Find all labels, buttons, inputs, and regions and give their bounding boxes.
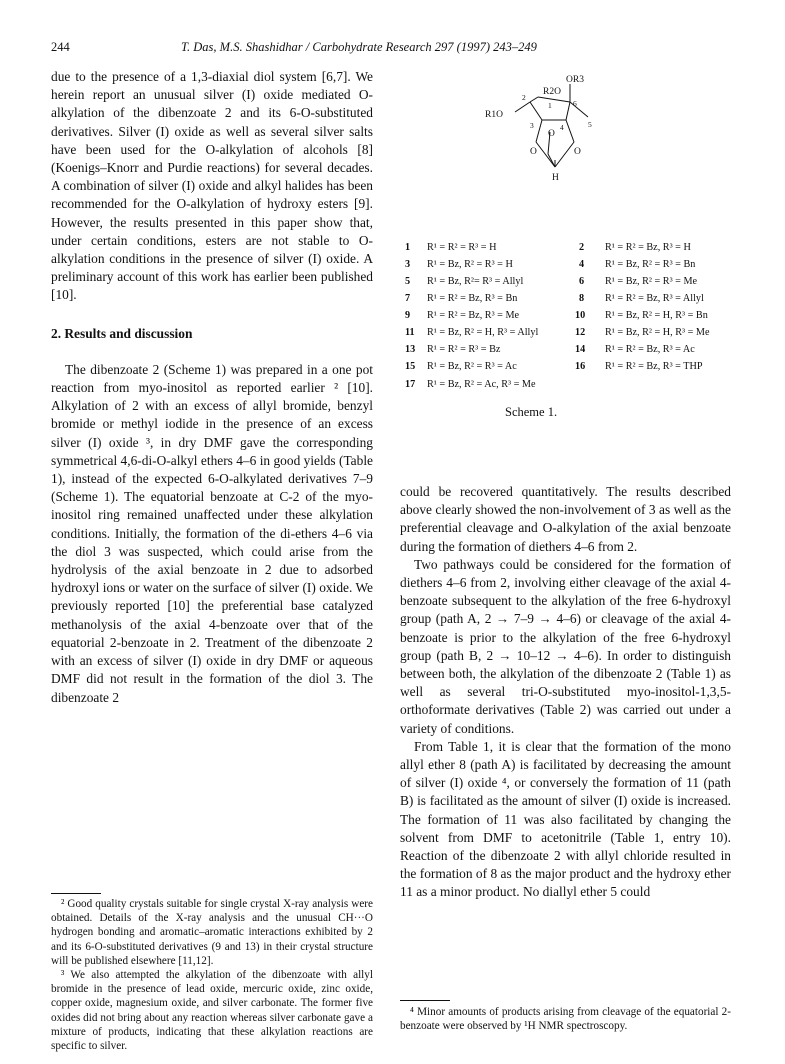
right-paragraph-3: From Table 1, it is clear that the formation of the mono allyl ether 8 (path A) is facilitated by decreasing the amount of silver (I) oxide ⁴, or conversely the formation of 11 (path B) is facilitated as the amount of silver (I) oxide is increased. The formation of 11 was also facilitated by changing the solvent from DMF to acetonitrile (Table 1, entry 10). Reaction of the dibenzoate 2 with allyl chloride resulted in the formation of 8 as the major product and the hydroxy ether 11 as a minor product. No diallyl ether 5 could <box>400 738 731 900</box>
compound-number: 3 <box>405 259 411 270</box>
compound-number: 1 <box>405 242 411 253</box>
position-6-label: 6 <box>573 99 577 108</box>
oxygen-label: O <box>574 147 581 157</box>
right-column <box>400 483 731 902</box>
compound-number: 9 <box>405 310 411 321</box>
footnote-rule-left <box>51 893 101 894</box>
footnotes-right <box>400 1005 731 1033</box>
compound-description: R¹ = Bz, R² = R³ = Me <box>605 276 698 287</box>
position-3-label: 3 <box>530 121 534 130</box>
oxygen-label: O <box>530 147 537 157</box>
compound-description: R¹ = R² = Bz, R³ = H <box>605 242 691 253</box>
compound-description: R¹ = Bz, R² = H, R³ = Me <box>605 327 710 338</box>
compound-number: 4 <box>579 259 585 270</box>
compound-description: R¹ = R² = Bz, R³ = THP <box>605 361 703 372</box>
compound-number: 10 <box>575 310 586 321</box>
footnotes-left <box>51 897 373 1053</box>
position-1-label: 1 <box>548 101 552 110</box>
page-number: 244 <box>51 40 70 54</box>
compound-description: R¹ = R² = R³ = Bz <box>427 344 501 355</box>
compound-number: 11 <box>405 327 415 338</box>
or3-label: OR3 <box>566 75 584 85</box>
section-heading: 2. Results and discussion <box>51 325 193 341</box>
compound-number: 2 <box>579 242 585 253</box>
position-2-label: 2 <box>522 93 526 102</box>
compound-number: 14 <box>575 344 586 355</box>
r2o-label: R2O <box>543 87 561 97</box>
compound-description: R¹ = Bz, R² = Ac, R³ = Me <box>427 379 536 390</box>
compound-number: 17 <box>405 379 416 390</box>
oxygen-label: O <box>548 129 555 139</box>
footnote-4: ⁴ Minor amounts of products arising from cleavage of the equatorial 2-benzoate were observed by ¹H NMR spectroscopy. <box>400 1006 731 1033</box>
compound-number: 16 <box>575 361 586 372</box>
compound-description: R¹ = R² = Bz, R³ = Allyl <box>605 293 704 304</box>
compound-description: R¹ = Bz, R² = H, R³ = Bn <box>605 310 708 321</box>
compound-number: 6 <box>579 276 585 287</box>
compound-description: R¹ = Bz, R²= R³ = Allyl <box>427 276 524 287</box>
footnote-2: ² Good quality crystals suitable for single crystal X-ray analysis were obtained. Details of the X-ray analysis and the unusual CH···O hydrogen bonding and aromatic–aromatic interactions exhibited by 2 and its 6-O-substituted derivatives (9 and 13) in their crystal structure will be published elsewhere [11,12]. <box>51 898 373 967</box>
left-column <box>51 68 373 707</box>
compound-number: 13 <box>405 344 416 355</box>
scheme-structure-diagram <box>470 72 620 192</box>
compound-number: 8 <box>579 293 585 304</box>
right-paragraph-2: Two pathways could be considered for the formation of diethers 4–6 from 2, involving either cleavage of the axial 4-benzoate subsequent to the alkylation of the free 6-hydroxyl group (path A, 2 → 7–9 → 4–6) or cleavage of the axial 4-benzoate is prior to the alkylation of the free 6-hydroxyl group (path B, 2 → 10–12 → 4–6). In order to distinguish between both, the alkylation of the dibenzoate 2 (Table 1) as well as several tri-O-substituted myo-inositol-1,3,5-orthoformate derivatives (Table 2) was carried out under a variety of conditions. <box>400 556 731 736</box>
compound-description: R¹ = Bz, R² = R³ = H <box>427 259 513 270</box>
compound-row <box>405 379 605 393</box>
compound-list <box>405 242 745 377</box>
position-5-label: 5 <box>588 120 592 129</box>
compound-number: 15 <box>405 361 416 372</box>
compound-description: R¹ = Bz, R² = R³ = Bn <box>605 259 696 270</box>
footnote-rule-right <box>400 1000 450 1001</box>
compound-description: R¹ = Bz, R² = H, R³ = Allyl <box>427 327 539 338</box>
r1o-label: R1O <box>485 110 503 120</box>
footnote-3: ³ We also attempted the alkylation of the dibenzoate with allyl bromide in the presence of lead oxide, mercuric oxide, zinc oxide, copper oxide, magnesium oxide, and silver carbonate. The former five oxides did not bring about any reaction whereas silver carbonate gave a mixture of products, indicating that these alkylation reactions are specific to silver. <box>51 969 373 1053</box>
compound-number: 5 <box>405 276 411 287</box>
compound-description: R¹ = R² = Bz, R³ = Ac <box>605 344 695 355</box>
position-4-label: 4 <box>560 123 564 132</box>
hydrogen-label: H <box>552 173 559 183</box>
compound-number: 7 <box>405 293 411 304</box>
right-paragraph-1: could be recovered quantitatively. The results described above clearly showed the non-involvement of 3 as well as the preferential cleavage and O-alkylation of the axial benzoate during the formation of diethers 4–6 from 2. <box>400 484 731 554</box>
intro-paragraph: due to the presence of a 1,3-diaxial diol system [6,7]. We herein report an unusual silver (I) oxide mediated O-alkylation of the dibenzoate 2 and its 6-O-substituted derivatives. Silver (I) oxide as well as several silver salts have been used for the O-alkylation of alcohols [8] (Koenigs–Knorr and Purdie reactions) for several decades. A combination of silver (I) oxide and alkyl halides has been recommended for the O-alkylation of hydroxy esters [9]. However, the results presented in this paper show that, under certain conditions, esters are not stable to O-alkylation conditions in the presence of silver (I) oxide. A preliminary account of this work has earlier been published [10]. <box>51 69 373 303</box>
compound-description: R¹ = Bz, R² = R³ = Ac <box>427 361 517 372</box>
compound-description: R¹ = R² = Bz, R³ = Me <box>427 310 520 321</box>
compound-description: R¹ = R² = R³ = H <box>427 242 497 253</box>
compound-description: R¹ = R² = Bz, R³ = Bn <box>427 293 518 304</box>
compound-number: 12 <box>575 327 586 338</box>
scheme-caption: Scheme 1. <box>505 405 558 419</box>
running-head: T. Das, M.S. Shashidhar / Carbohydrate Research 297 (1997) 243–249 <box>181 40 537 54</box>
results-paragraph: The dibenzoate 2 (Scheme 1) was prepared in a one pot reaction from myo-inositol as reported earlier ² [10]. Alkylation of 2 with an excess of allyl bromide, benzyl bromide or methyl iodide in the presence of an excess silver (I) oxide ³, in dry DMF gave the corresponding symmetrical 4,6-di-O-alkyl ethers 4–6 in good yields (Table 1), instead of the expected 6-O-alkylated derivatives 7–9 (Scheme 1). The equatorial benzoate at C-2 of the myo-inositol ring remained unaffected under these alkylation conditions. Initially, the formation of the di-ethers 4–6 via the diol 3 was suspected, which could arise from the hydrolysis of the axial benzoate in 2 due to adsorbed hydroxyl ions or water on the surface of silver (I) oxide. We previously reported [10] the preferential base catalyzed methanolysis of the axial 4-benzoate over that of the equatorial 2-benzoate in 2. Treatment of the dibenzoate 2 with an excess of silver (I) oxide in dry DMF or aqueous DMF did not result in the formation of the diol 3. The dibenzoate 2 <box>51 361 373 705</box>
